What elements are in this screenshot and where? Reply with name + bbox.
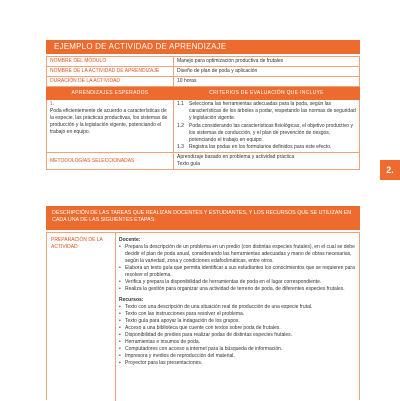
activity-name-value: Diseño de plan de poda y aplicación [174,67,360,77]
list-item: • Verifica y prepara la disponibilidad de herramientas de poda en el lugar correspondiente. [119,279,357,286]
table-row [47,57,360,67]
learning-number: 1. [50,101,55,107]
module-name-value: Manejo para optimización productiva de frutales [174,57,360,67]
section-header: EJEMPLO DE ACTIVIDAD DE APRENDIZAJE [46,40,360,54]
evaluation-criteria-header: CRITERIOS DE EVALUACIÓN QUE INCLUYE [174,87,360,100]
table-row [47,67,360,77]
methodology-item: Aprendizaje basado en problema y actividad práctica [177,154,295,161]
methodology-item: Texto guía [177,161,201,168]
teacher-task-list [119,244,357,293]
expected-learning-cell [47,100,174,153]
list-item: • Realiza la gestión para organizar una actividad de terreno de poda, de diferentes especies frutales. [119,286,357,293]
list-item: • Computadores con acceso a internet para la búsqueda de información. [119,346,357,353]
preparation-label: PREPARACIÓN DE LA ACTIVIDAD [51,237,103,250]
module-name-label: NOMBRE DEL MÓDULO [47,57,174,67]
preparation-content [119,237,357,367]
list-item [177,144,356,151]
list-item: • Texto con una descripción de una situación real de producción de una especie frutal. [119,304,357,311]
resources-list [119,304,357,367]
criterion-number: 1.3 [177,144,184,151]
methodologies-label: METODOLOGÍAS SELECCIONADAS [47,153,174,170]
preparation-section [46,232,360,400]
activity-name-label: NOMBRE DE LA ACTIVIDAD DE APRENDIZAJE [47,67,174,77]
chapter-tab: 2. [380,160,400,180]
learning-text: Poda eficientemente de acuerdo a características de la especie, las prácticas productivas, los sistemas de producción y la legislación vigente, potenciando el trabajo en equipo. [50,108,168,135]
criterion-text: Poda considerando las características fisiológicas, el objetivo productivo y los sistemas de conducción, y el plan de prevención de riesgos, potenciando el trabajo en equipo. [189,122,353,144]
duration-value: 10 horas [174,77,360,87]
duration-label: DURACIÓN DE LA ACTIVIDAD [47,77,174,87]
table-row [47,77,360,87]
list-item: • Herramientas e insumos de poda. [119,339,357,346]
teacher-title: Docente: [119,237,141,243]
column-divider [115,233,116,401]
list-item [177,101,356,123]
criterion-number: 1.1 [177,101,184,107]
criterion-text: Selecciona las herramientas adecuadas para la poda, según las características de los árboles a podar, respetando las normas de seguridad y legislación vigente. [189,101,356,122]
column-header-row [47,87,360,100]
list-item: • Prepara la descripción de un problema en un predio (con distintas especies frutales), en el cual se debe decidir el plan de poda anual, considerando las herramientas adecuadas y mano de obras necesarias, según la variedad, zona y condiciones edafoclimáticas, entre otros. [119,244,357,265]
description-banner: DESCRIPCIÓN DE LAS TAREAS QUE REALIZAN DOCENTES Y ESTUDIANTES, Y LOS RECURSOS QUE SE UTILIZAN EN CADA UNA DE LAS SIGUIENTES ETAPAS: [46,206,360,230]
table-row [47,100,360,153]
list-item: • Impresora y medios de reproducción del material. [119,353,357,360]
list-item: • Proyector para las presentaciones. [119,360,357,367]
table-row [47,153,360,170]
list-item [177,123,356,145]
criterion-text: Registra las podas en los formularios definidos para este efecto. [189,144,332,151]
list-item: • Acceso a una biblioteca que cuente con textos sobre poda de frutales. [119,325,357,332]
list-item: • Texto con las instrucciones para resolver el problema. [119,311,357,318]
expected-learning-header: APRENDIZAJES ESPERADOS [47,87,174,100]
resources-title: Recursos: [119,297,144,303]
list-item: • Texto guía para apoyar la indagación de los grupos. [119,318,357,325]
methodologies-value [174,153,360,170]
list-item: • Elabora un texto guía que permita identificar a sus estudiantes los conocimientos que se requieren para resolver el problema. [119,265,357,279]
criteria-cell [174,100,360,153]
criteria-list [177,101,356,151]
list-item: • Disponibilidad de predios para realizar podas de distintas especies frutales. [119,332,357,339]
criterion-number: 1.2 [177,122,184,129]
activity-info-table [46,56,360,170]
